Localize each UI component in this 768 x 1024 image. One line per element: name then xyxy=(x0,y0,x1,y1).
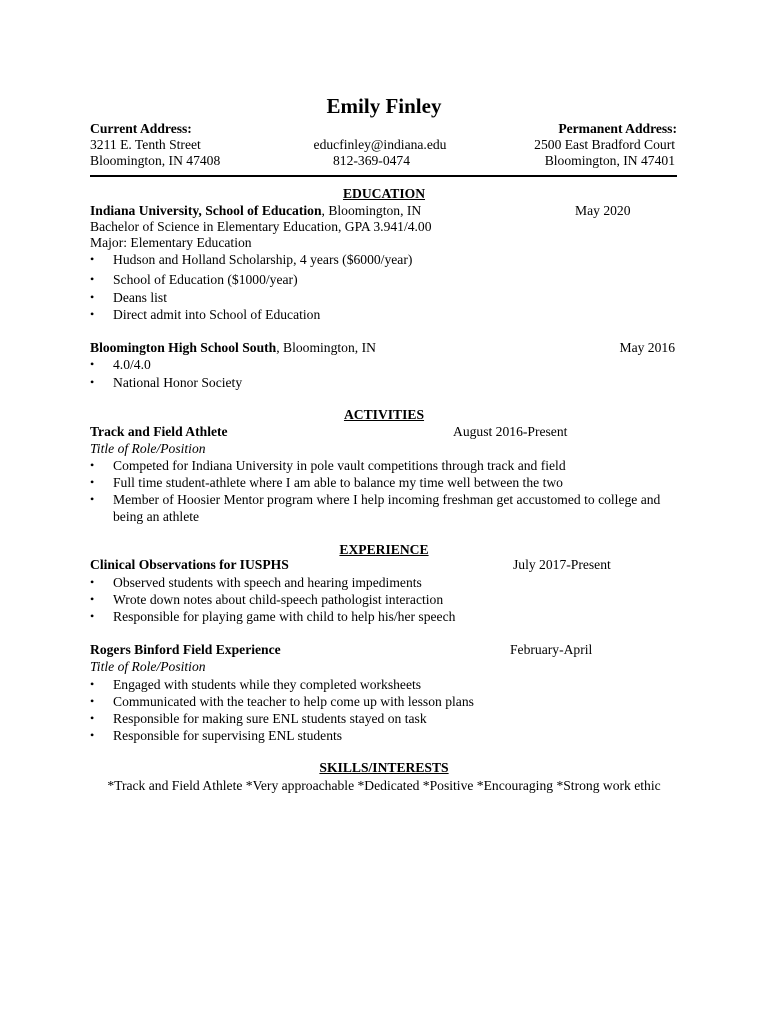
bullet-icon: • xyxy=(90,694,95,708)
activity-subtitle: Title of Role/Position xyxy=(90,441,206,456)
skills-text: *Track and Field Athlete *Very approachable *Dedicated *Positive *Encouraging *Strong work ethic xyxy=(107,778,661,793)
rogers-bullet: Responsible for supervising ENL students xyxy=(113,728,343,743)
bullet-icon: • xyxy=(90,375,95,389)
iu-date: May 2020 xyxy=(575,203,631,218)
iu-bullet: Hudson and Holland Scholarship, 4 years ($6000/year) xyxy=(113,252,413,267)
bullet-icon: • xyxy=(90,458,95,472)
current-address-street: 3211 E. Tenth Street xyxy=(90,137,201,152)
bullet-icon: • xyxy=(90,609,95,623)
activity-bullet: Competed for Indiana University in pole vault competitions through track and field xyxy=(113,458,566,473)
bullet-icon: • xyxy=(90,357,95,371)
permanent-address-city: Bloomington, IN 47401 xyxy=(544,153,675,168)
bullet-icon: • xyxy=(90,575,95,589)
bullet-icon: • xyxy=(90,307,95,321)
iu-major: Major: Elementary Education xyxy=(90,235,252,250)
hs-bullet: National Honor Society xyxy=(113,375,243,390)
rogers-bullet: Responsible for making sure ENL students stayed on task xyxy=(113,711,427,726)
bullet-icon: • xyxy=(90,728,95,742)
rogers-bullet: Communicated with the teacher to help come up with lesson plans xyxy=(113,694,474,709)
phone: 812-369-0474 xyxy=(332,153,411,168)
permanent-address-label: Permanent Address: xyxy=(558,121,677,136)
activities-heading: ACTIVITIES xyxy=(343,407,425,422)
clinical-bullet: Responsible for playing game with child to help his/her speech xyxy=(113,609,456,624)
clinical-date: July 2017-Present xyxy=(513,557,611,572)
iu-bullet: Deans list xyxy=(113,290,167,305)
activity-bullet-continuation: being an athlete xyxy=(113,509,200,524)
activity-bullet: Full time student-athlete where I am able to balance my time well between the two xyxy=(113,475,563,490)
rogers-subtitle: Title of Role/Position xyxy=(90,659,206,674)
hs-school: Bloomington High School South xyxy=(90,340,277,355)
hs-date: May 2016 xyxy=(619,340,675,355)
iu-school: Indiana University, School of Education xyxy=(90,203,322,218)
activity-date: August 2016-Present xyxy=(453,424,568,439)
bullet-icon: • xyxy=(90,475,95,489)
clinical-bullet: Observed students with speech and hearing impediments xyxy=(113,575,422,590)
rogers-bullet: Engaged with students while they completed worksheets xyxy=(113,677,422,692)
email: educfinley@indiana.edu xyxy=(313,137,447,152)
current-address-city: Bloomington, IN 47408 xyxy=(90,153,221,168)
clinical-bullet: Wrote down notes about child-speech pathologist interaction xyxy=(113,592,444,607)
current-address-label: Current Address: xyxy=(90,121,192,136)
skills-heading: SKILLS/INTERESTS xyxy=(319,760,449,775)
clinical-role: Clinical Observations for IUSPHS xyxy=(90,557,289,572)
bullet-icon: • xyxy=(90,711,95,725)
activity-role: Track and Field Athlete xyxy=(90,424,228,439)
bullet-icon: • xyxy=(90,272,95,286)
bullet-icon: • xyxy=(90,492,95,506)
bullet-icon: • xyxy=(90,290,95,304)
iu-location: , Bloomington, IN xyxy=(321,203,422,218)
resume-name: Emily Finley xyxy=(326,94,442,118)
hs-entry-heading xyxy=(90,339,376,356)
rogers-date: February-April xyxy=(510,642,593,657)
education-heading: EDUCATION xyxy=(342,186,426,201)
bullet-icon: • xyxy=(90,677,95,691)
bullet-icon: • xyxy=(90,592,95,606)
hs-bullet: 4.0/4.0 xyxy=(113,357,151,372)
permanent-address-street: 2500 East Bradford Court xyxy=(534,137,675,152)
iu-degree: Bachelor of Science in Elementary Education, GPA 3.941/4.00 xyxy=(90,219,432,234)
iu-bullet: School of Education ($1000/year) xyxy=(113,272,298,287)
bullet-icon: • xyxy=(90,252,95,266)
activity-bullet: Member of Hoosier Mentor program where I help incoming freshman get accustomed to college and xyxy=(113,492,661,507)
experience-heading: EXPERIENCE xyxy=(339,542,429,557)
header-divider xyxy=(90,175,677,177)
hs-location: , Bloomington, IN xyxy=(276,340,376,355)
rogers-role: Rogers Binford Field Experience xyxy=(90,642,281,657)
iu-entry-heading xyxy=(90,202,421,219)
iu-bullet: Direct admit into School of Education xyxy=(113,307,321,322)
